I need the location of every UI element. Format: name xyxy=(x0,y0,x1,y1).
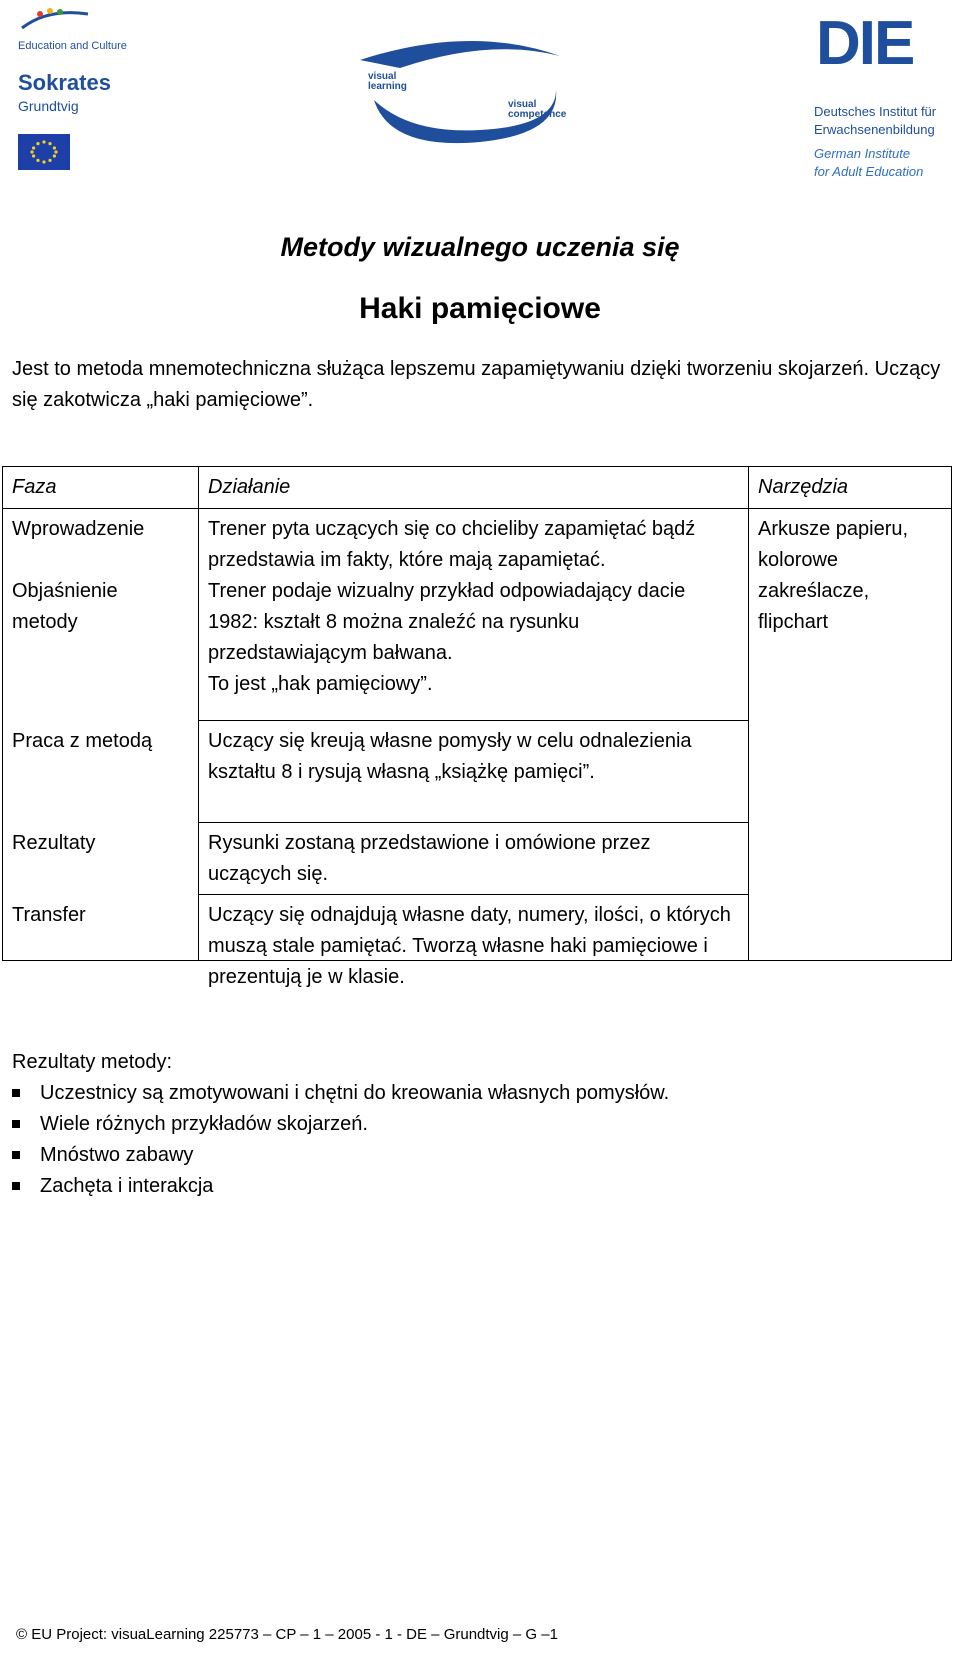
phase-explanation: Objaśnienie metody xyxy=(12,580,118,633)
visual-learning-logo xyxy=(360,30,600,160)
table-divider xyxy=(2,508,952,509)
action-introduction: Trener pyta uczących się co chcieliby zapamiętać bądź przedstawia im fakty, które mają zapamiętać. xyxy=(208,518,696,571)
action-transfer: Uczący się odnajdują własne daty, numery, ilości, o których muszą stale pamiętać. Tworzą własne haki pamięciowe i prezentują je w klasie. xyxy=(208,904,731,988)
die-line-4: for Adult Education xyxy=(814,164,924,179)
table-divider xyxy=(198,466,199,961)
page-footer: © EU Project: visuaLearning 225773 – CP – 1 – 2005 - 1 - DE – Grundtvig – G –1 xyxy=(16,1626,558,1643)
document-title: Metody wizualnego uczenia się xyxy=(280,232,680,262)
list-item: Uczestnicy są zmotywowani i chętni do kreowania własnych pomysłów. xyxy=(12,1078,942,1109)
method-table xyxy=(2,466,952,988)
education-culture-swoosh-icon xyxy=(18,6,98,36)
table-divider xyxy=(198,894,748,895)
visual-competence-label: visual competence xyxy=(508,99,567,120)
bullet-icon xyxy=(12,1120,20,1128)
header-action: Działanie xyxy=(208,476,291,498)
die-line-2: Erwachsenenbildung xyxy=(814,122,935,137)
header-phase: Faza xyxy=(12,476,57,498)
bullet-icon xyxy=(12,1089,20,1097)
table-border xyxy=(2,466,952,467)
sokrates-logo xyxy=(14,6,134,170)
education-culture-label: Education and Culture xyxy=(18,40,127,52)
results-heading: Rezultaty metody: xyxy=(12,1051,173,1073)
tools-cell: Arkusze papieru, kolorowe zakreślacze, flipchart xyxy=(758,518,909,633)
table-divider xyxy=(198,822,748,823)
action-explanation-hook: To jest „hak pamięciowy”. xyxy=(208,673,433,695)
bullet-icon xyxy=(12,1182,20,1190)
visual-learning-label: visual learning xyxy=(368,71,407,92)
table-divider xyxy=(198,720,748,721)
intro-paragraph: Jest to metoda mnemotechniczna służąca lepszemu zapamiętywaniu dzięki tworzeniu skojarzeń. Uczący się zakotwicza „haki pamięciowe”. xyxy=(12,358,941,411)
action-explanation xyxy=(208,576,738,700)
grundtvig-label: Grundtvig xyxy=(18,98,79,114)
results-list xyxy=(12,1078,942,1202)
phase-transfer: Transfer xyxy=(12,904,86,926)
list-item: Wiele różnych przykładów skojarzeń. xyxy=(12,1109,942,1140)
eu-flag-icon xyxy=(18,134,70,170)
action-practice: Uczący się kreują własne pomysły w celu odnalezienia kształtu 8 i rysują własną „książkę pamięci”. xyxy=(208,730,692,783)
table-border xyxy=(951,466,952,961)
phase-practice: Praca z metodą xyxy=(12,730,153,752)
table-divider xyxy=(748,466,749,961)
action-explanation-text: Trener podaje wizualny przykład odpowiadający dacie 1982: kształt 8 można znaleźć na rysunku przedstawiającym bałwana. xyxy=(208,580,686,664)
results-section xyxy=(12,1047,942,1202)
bullet-icon xyxy=(12,1151,20,1159)
die-wordmark: DIE xyxy=(816,9,914,78)
phase-results: Rezultaty xyxy=(12,832,96,854)
table-border xyxy=(2,466,3,961)
document-subtitle: Haki pamięciowe xyxy=(359,292,601,325)
header-tools: Narzędzia xyxy=(758,476,849,498)
list-item: Zachęta i interakcja xyxy=(12,1171,942,1202)
visual-learning-swoosh-icon xyxy=(360,30,600,160)
sokrates-label: Sokrates xyxy=(18,70,111,95)
die-line-1: Deutsches Institut für xyxy=(814,104,937,119)
action-results: Rysunki zostaną przedstawione i omówione przez uczących się. xyxy=(208,832,651,885)
die-line-3: German Institute xyxy=(814,146,911,161)
die-logo xyxy=(808,8,958,178)
list-item: Mnóstwo zabawy xyxy=(12,1140,942,1171)
phase-introduction: Wprowadzenie xyxy=(12,518,145,540)
